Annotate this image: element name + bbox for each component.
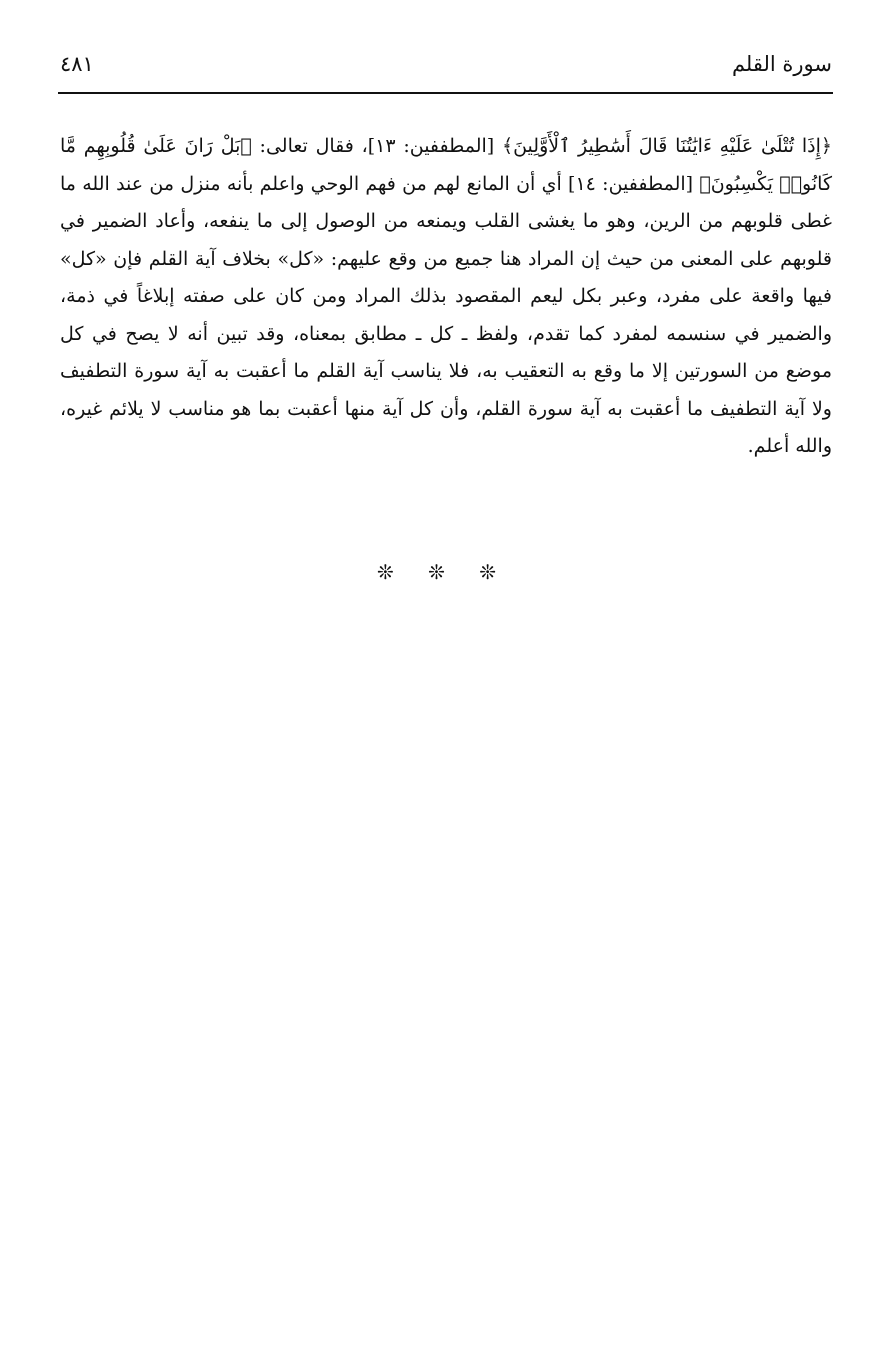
asterism-icon: ❊ [479,560,496,584]
header-divider [58,92,833,94]
asterism-icon: ❊ [376,560,394,584]
running-header [60,52,832,92]
body-paragraph: ﴿إِذَا تُتْلَىٰ عَلَيْهِ ءَايَٰتُنَا قَالَ أَسَٰطِيرُ ٱلْأَوَّلِينَ﴾ [المطففين: ١٣]، فقال تعالى: ﴿بَلْ رَانَ عَلَىٰ قُلُوبِهِم مَّا كَانُوا۟ يَكْسِبُونَ﴾ [المطففين: ١٤] أي أن المانع لهم من فهم الوحي واعلم بأنه منزل من عند الله ما غطى قلوبهم من الرين، وهو ما يغشى القلب ويمنعه من الوصول إلى ما ينفعه، وأعاد الضمير في قلوبهم على المعنى من حيث إن المراد هنا جميع من وقع عليهم: «كل» بخلاف آية القلم فإن «كل» فيها واقعة على مفرد، وعبر بكل ليعم المقصود بذلك المراد ومن كان على صفته إبلاغاً في ذمة، والضمير في سنسمه لمفرد كما تقدم، ولفظ ـ كل ـ مطابق بمعناه، وقد تبين أنه لا يصح في كل موضع من السورتين إلا ما وقع به التعقيب به، فلا يناسب آية القلم ما أعقبت به آية سورة التطفيف ولا آية التطفيف ما أعقبت به آية سورة القلم، وأن كل آية منها أعقبت بما هو مناسب لا يلائم غيره، والله أعلم. [60,135,832,457]
section-ornament [0,560,873,584]
surah-title: سورة القلم [731,52,832,76]
asterism-icon: ❊ [428,560,445,584]
page-number: ٤٨١ [60,52,94,76]
